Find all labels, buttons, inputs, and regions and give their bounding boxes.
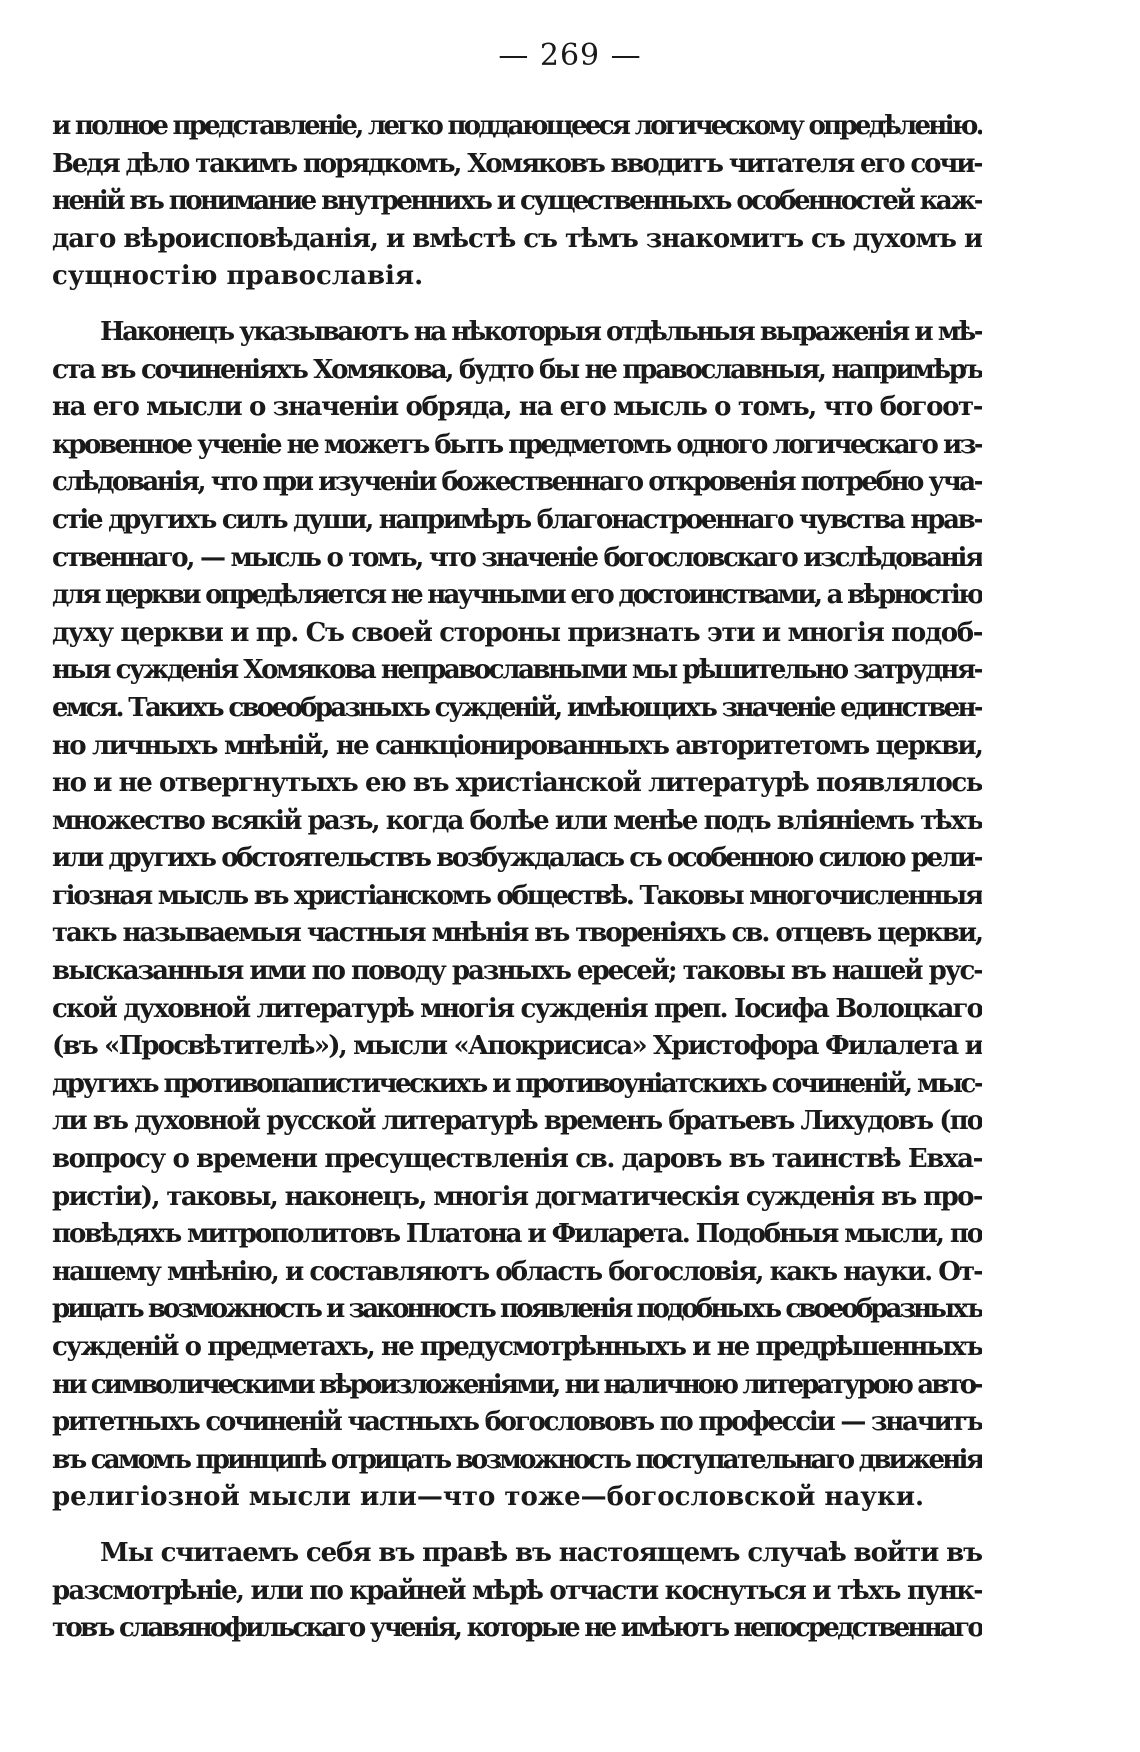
text-line: ственнаго, — мысль о томъ, что значеніе богословскаго изслѣдованія	[52, 542, 982, 573]
text-line: товъ славянофильскаго ученія, которые не имѣютъ непосредственнаго	[52, 1613, 982, 1644]
text-line: неній въ понимание внутреннихъ и существенныхъ особенностей каж-	[52, 186, 982, 217]
text-line: другихъ противопапистическихъ и противоуніатскихъ сочиненій, мыс-	[52, 1068, 982, 1099]
paragraph-1	[52, 108, 982, 296]
text-line: стіе другихъ силъ души, напримѣръ благонастроеннаго чувства нрав-	[52, 504, 982, 535]
text-line: нашему мнѣнію, и составляютъ область богословія, какъ науки. От-	[52, 1256, 982, 1287]
text-line: Наконецъ указываютъ на нѣкоторыя отдѣльныя выраженія и мѣ-	[100, 316, 982, 347]
text-line: для церкви опредѣляется не научными его достоинствами, а вѣрностію	[52, 580, 982, 611]
text-line: духу церкви и пр. Съ своей стороны признать эти и многія подоб-	[52, 617, 982, 648]
paragraph-3	[52, 1535, 982, 1648]
paragraph-gap	[52, 1517, 982, 1535]
text-line: сущностію православія.	[52, 261, 424, 292]
text-line: Мы считаемъ себя въ правѣ въ настоящемъ случаѣ войти въ	[100, 1537, 982, 1568]
text-line: повѣдяхъ митрополитовъ Платона и Филарета. Подобныя мысли, по	[52, 1219, 982, 1250]
text-line: вопросу о времени пресуществленія св. даровъ въ таинствѣ Евха-	[52, 1144, 982, 1175]
text-line: разсмотрѣніе, или по крайней мѣрѣ отчасти коснуться и тѣхъ пунк-	[52, 1575, 982, 1606]
text-line: Ведя дѣло такимъ порядкомъ, Хомяковъ вводитъ читателя его сочи-	[52, 148, 982, 179]
text-line: ской духовной литературѣ многія сужденія преп. Іосифа Волоцкаго	[52, 993, 982, 1024]
text-line: ни символическими вѣроизложеніями, ни наличною литературою авто-	[52, 1369, 982, 1400]
text-line: гіозная мысль въ христіанскомъ обществѣ. Таковы многочисленныя	[52, 880, 982, 911]
text-line: слѣдованія, что при изученіи божественнаго откровенія потребно уча-	[52, 467, 982, 498]
text-line: ныя сужденія Хомякова неправославными мы рѣшительно затрудня-	[52, 655, 982, 686]
text-line: ритетныхъ сочиненій частныхъ богослововъ по профессіи — значитъ	[52, 1407, 982, 1438]
text-line: (въ «Просвѣтителѣ»), мысли «Апокрисиса» Христофора Филалета и	[52, 1031, 982, 1062]
text-line: но личныхъ мнѣній, не санкціонированныхъ авторитетомъ церкви,	[52, 730, 982, 761]
paragraph-gap	[52, 296, 982, 314]
text-line: ристіи), таковы, наконецъ, многія догматическія сужденія въ про-	[52, 1181, 982, 1212]
text-line: и полное представленіе, легко поддающееся логическому опредѣленію.	[52, 111, 982, 141]
text-line: кровенное ученіе не можетъ быть предметомъ одного логическаго из-	[52, 429, 982, 460]
text-line: даго вѣроисповѣданія, и вмѣстѣ съ тѣмъ знакомитъ съ духомъ и	[52, 223, 982, 254]
text-line: множество всякій разъ, когда болѣе или менѣе подъ вліяніемъ тѣхъ	[52, 805, 982, 836]
text-line: емся. Такихъ своеобразныхъ сужденій, имѣющихъ значеніе единствен-	[52, 692, 982, 723]
text-line: или другихъ обстоятельствъ возбуждалась съ особенною силою рели-	[52, 843, 982, 874]
text-line: ста въ сочиненіяхъ Хомякова, будто бы не православныя, напримѣръ	[52, 354, 982, 385]
text-line: въ самомъ принципѣ отрицать возможность поступательнаго движенія	[52, 1444, 982, 1475]
text-line: сужденій о предметахъ, не предусмотрѣнныхъ и не предрѣшенныхъ	[52, 1332, 982, 1362]
text-line: высказанныя ими по поводу разныхъ ересей; таковы въ нашей рус-	[52, 956, 982, 987]
page-number: — 269 —	[498, 38, 642, 73]
paragraph-2	[52, 314, 982, 1517]
text-line: ли въ духовной русской литературѣ временъ братьевъ Лихудовъ (по	[52, 1106, 982, 1137]
text-line: такъ называемыя частныя мнѣнія въ твореніяхъ св. отцевъ церкви,	[52, 918, 982, 949]
text-line: на его мысли о значеніи обряда, на его мысль о томъ, что богоот-	[52, 392, 982, 423]
text-line: но и не отвергнутыхъ ею въ христіанской литературѣ появлялось	[52, 768, 982, 799]
body-text	[52, 108, 982, 1648]
text-line: религіозной мысли или—что тоже—богословской науки.	[52, 1482, 925, 1513]
text-line: рицать возможность и законность появленія подобныхъ своеобразныхъ	[52, 1294, 982, 1325]
